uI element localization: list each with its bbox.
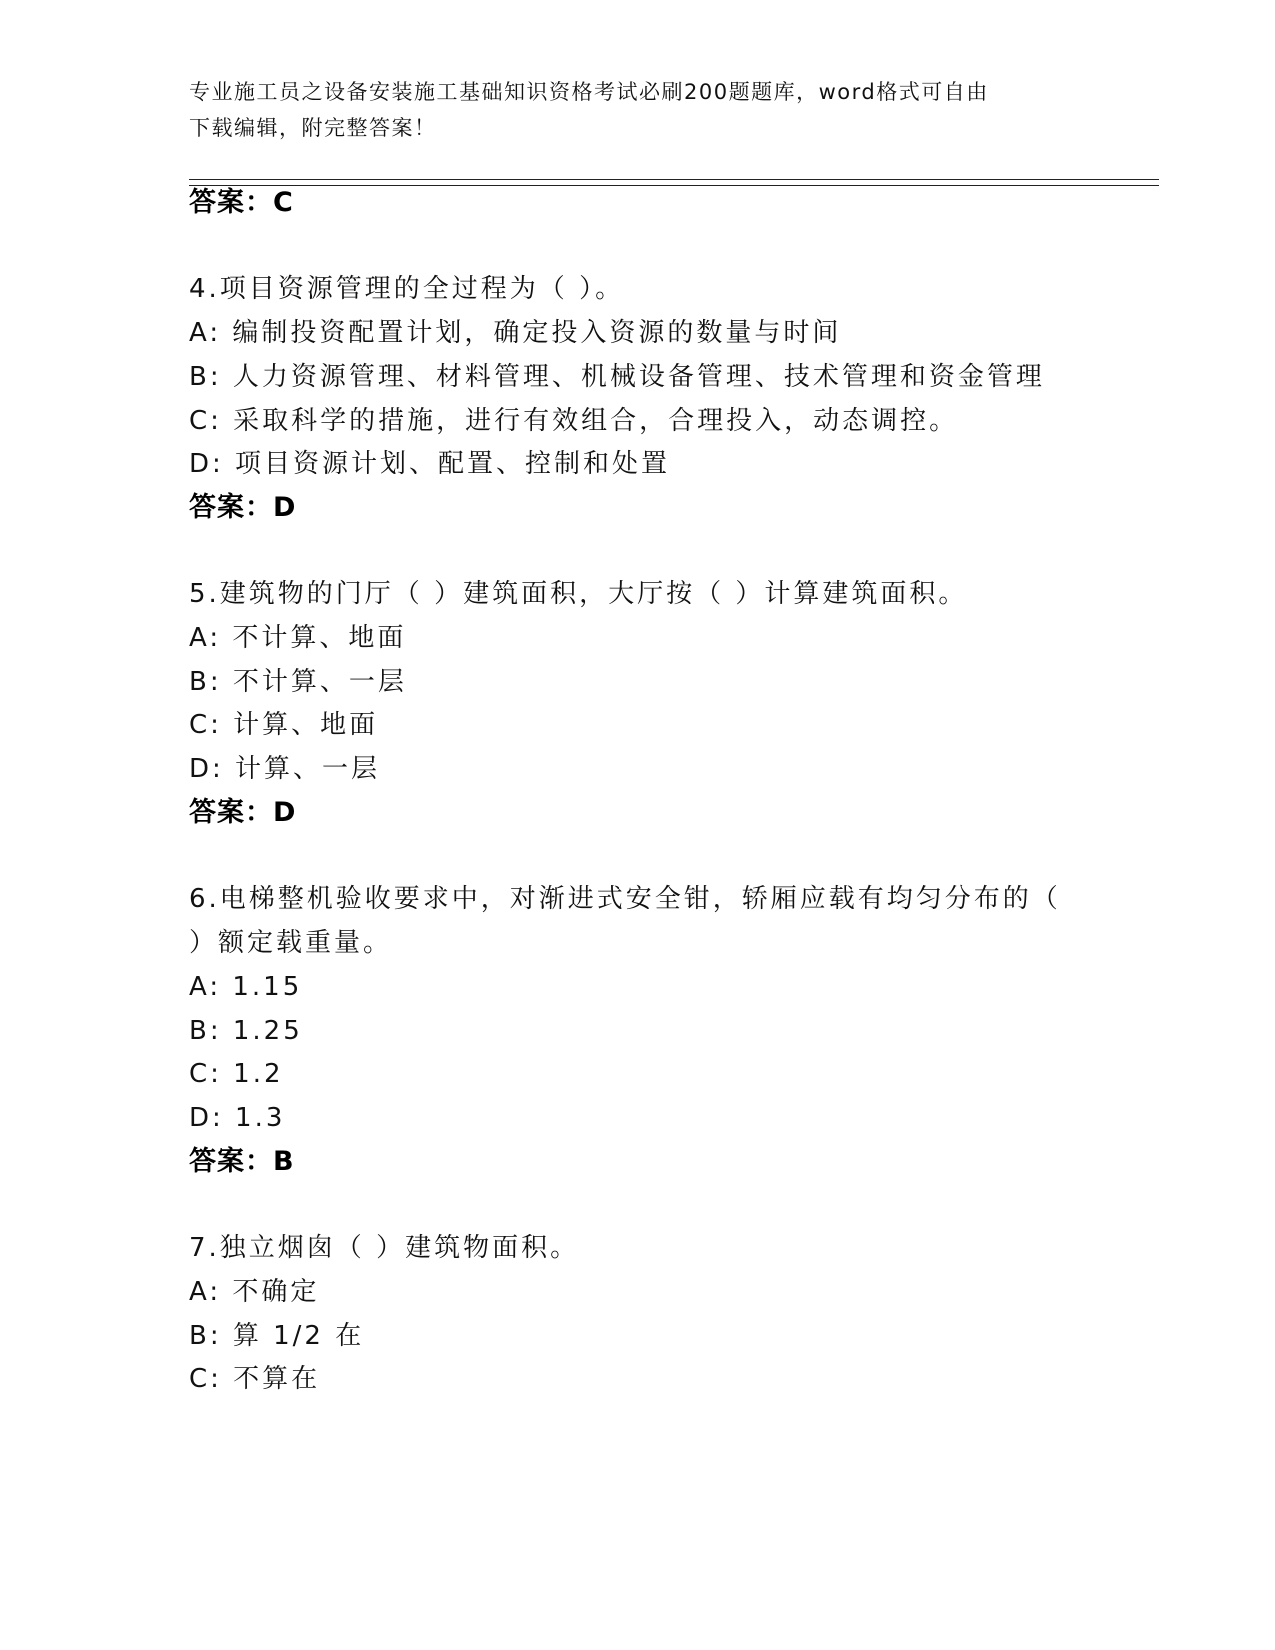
- question-6-text-line-1: 6.电梯整机验收要求中，对渐进式安全钳，轿厢应载有均匀分布的（: [189, 884, 1061, 914]
- question-4-option-d: D: 项目资源计划、配置、控制和处置: [189, 449, 671, 479]
- question-4-option-a: A: 编制投资配置计划，确定投入资源的数量与时间: [189, 318, 842, 348]
- question-4-answer: 答案：D: [189, 492, 297, 523]
- question-4-option-b: B: 人力资源管理、材料管理、机械设备管理、技术管理和资金管理: [189, 362, 1045, 392]
- question-5-answer: 答案：D: [189, 797, 297, 828]
- question-6-option-a: A: 1.15: [189, 972, 303, 1002]
- document-header: [189, 74, 1069, 146]
- question-5-option-c: C: 计算、地面: [189, 710, 379, 740]
- header-double-rule: [189, 179, 1159, 186]
- question-6-answer: 答案：B: [189, 1146, 295, 1177]
- question-5-option-a: A: 不计算、地面: [189, 623, 407, 653]
- header-line-2: 下载编辑，附完整答案！: [189, 116, 437, 140]
- question-7-option-c: C: 不算在: [189, 1364, 321, 1394]
- question-7-option-b: B: 算 1/2 在: [189, 1321, 365, 1351]
- question-6-option-b: B: 1.25: [189, 1016, 303, 1046]
- question-6-option-d: D: 1.3: [189, 1103, 286, 1133]
- question-6-option-c: C: 1.2: [189, 1059, 284, 1089]
- question-6-text-line-2: ）额定载重量。: [189, 928, 393, 958]
- question-7-option-a: A: 不确定: [189, 1277, 320, 1307]
- answer-previous: 答案：C: [189, 187, 294, 218]
- header-line-1: 专业施工员之设备安装施工基础知识资格考试必刷200题题库，word格式可自由: [189, 80, 989, 104]
- question-5-text: 5.建筑物的门厅（ ）建筑面积，大厅按（ ）计算建筑面积。: [189, 579, 968, 609]
- question-4-option-c: C: 采取科学的措施，进行有效组合，合理投入，动态调控。: [189, 406, 959, 436]
- question-5-option-b: B: 不计算、一层: [189, 667, 407, 697]
- question-7-text: 7.独立烟囱（ ）建筑物面积。: [189, 1233, 580, 1263]
- question-5-option-d: D: 计算、一层: [189, 754, 381, 784]
- question-4-text: 4.项目资源管理的全过程为（ ）。: [189, 274, 625, 304]
